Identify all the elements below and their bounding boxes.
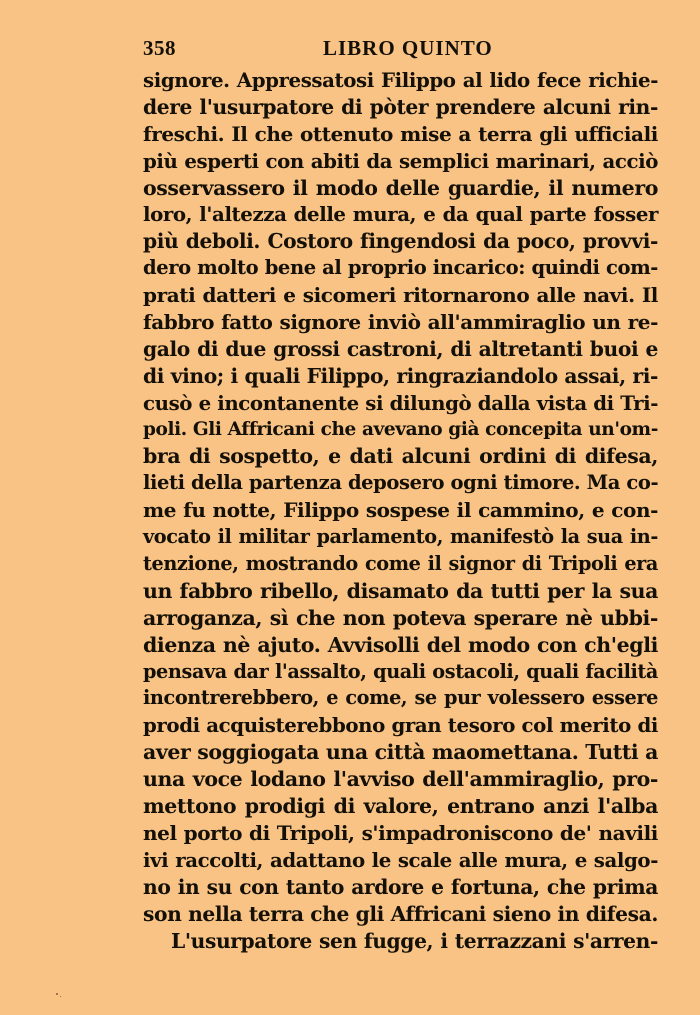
- text-line: signore. Appressatosi Filippo al lido fece richie-: [143, 68, 658, 92]
- text-line: loro, l'altezza delle mura, e da qual parte fosser: [143, 202, 658, 227]
- text-line: freschi. Il che ottenuto mise a terra gli ufficiali: [143, 121, 658, 146]
- text-line: prodi acquisterebbono gran tesoro col merito di: [143, 713, 658, 738]
- text-line: galo di due grossi castroni, di altretanti buoi e: [143, 336, 658, 361]
- text-line: un fabbro ribello, disamato da tutti per la sua: [143, 578, 658, 603]
- text-line: nel porto di Tripoli, s'impadroniscono de' navili: [143, 820, 658, 845]
- page-number: 358: [143, 36, 176, 60]
- paper-speck: [60, 996, 61, 997]
- text-line: dero molto bene al proprio incarico: quindi com-: [143, 256, 658, 280]
- text-line: più deboli. Costoro fingendosi da poco, provvi-: [143, 229, 658, 254]
- text-line: me fu notte, Filippo sospese il cammino, e con-: [143, 498, 658, 523]
- text-line: di vino; i quali Filippo, ringraziandolo assai, ri-: [143, 363, 658, 388]
- text-line: fabbro fatto signore inviò all'ammiraglio un re-: [143, 310, 658, 335]
- text-line: L'usurpatore sen fugge, i terrazzani s'arren-: [171, 928, 658, 953]
- text-line: aver soggiogata una città maomettana. Tutti a: [143, 740, 658, 765]
- page-header: [143, 36, 658, 66]
- body-text: [143, 67, 658, 954]
- text-line: bra di sospetto, e dati alcuni ordini di difesa,: [143, 444, 658, 469]
- text-line: tenzione, mostrando come il signor di Tripoli era: [143, 552, 658, 576]
- text-line: vocato il militar parlamento, manifestò la sua in-: [143, 525, 658, 549]
- text-line: incontrerebbero, e come, se pur volessero essere: [143, 686, 658, 710]
- text-line: prati datteri e sicomeri ritornarono alle navi. Il: [143, 283, 658, 308]
- text-line: dienza nè ajuto. Avvisolli del modo con ch'egli: [143, 632, 658, 657]
- text-line: pensava dar l'assalto, quali ostacoli, quali facilità: [143, 659, 658, 683]
- running-head: LIBRO QUINTO: [323, 36, 493, 60]
- text-line: son nella terra che gli Affricani sieno in difesa.: [143, 901, 658, 926]
- text-line: poli. Gli Affricani che avevano già concepita un'om-: [143, 418, 658, 440]
- text-line: osservassero il modo delle guardie, il numero: [143, 175, 658, 200]
- text-line: dere l'usurpatore di pòter prendere alcuni rin-: [143, 94, 658, 119]
- paper-speck: [56, 993, 58, 995]
- text-line: arroganza, sì che non poteva sperare nè ubbi-: [143, 605, 658, 630]
- text-line: cusò e incontanente si dilungò dalla vista di Tri-: [143, 390, 658, 415]
- text-line: una voce lodano l'avviso dell'ammiraglio, pro-: [143, 767, 658, 792]
- text-line: ivi raccolti, adattano le scale alle mura, e salgo-: [143, 847, 658, 872]
- text-line: lieti della partenza deposero ogni timore. Ma co-: [143, 471, 659, 495]
- text-line: più esperti con abiti da semplici marinari, acciò: [143, 148, 658, 173]
- text-line: no in su con tanto ardore e fortuna, che prima: [143, 874, 658, 899]
- text-line: mettono prodigi di valore, entrano anzi l'alba: [143, 794, 658, 819]
